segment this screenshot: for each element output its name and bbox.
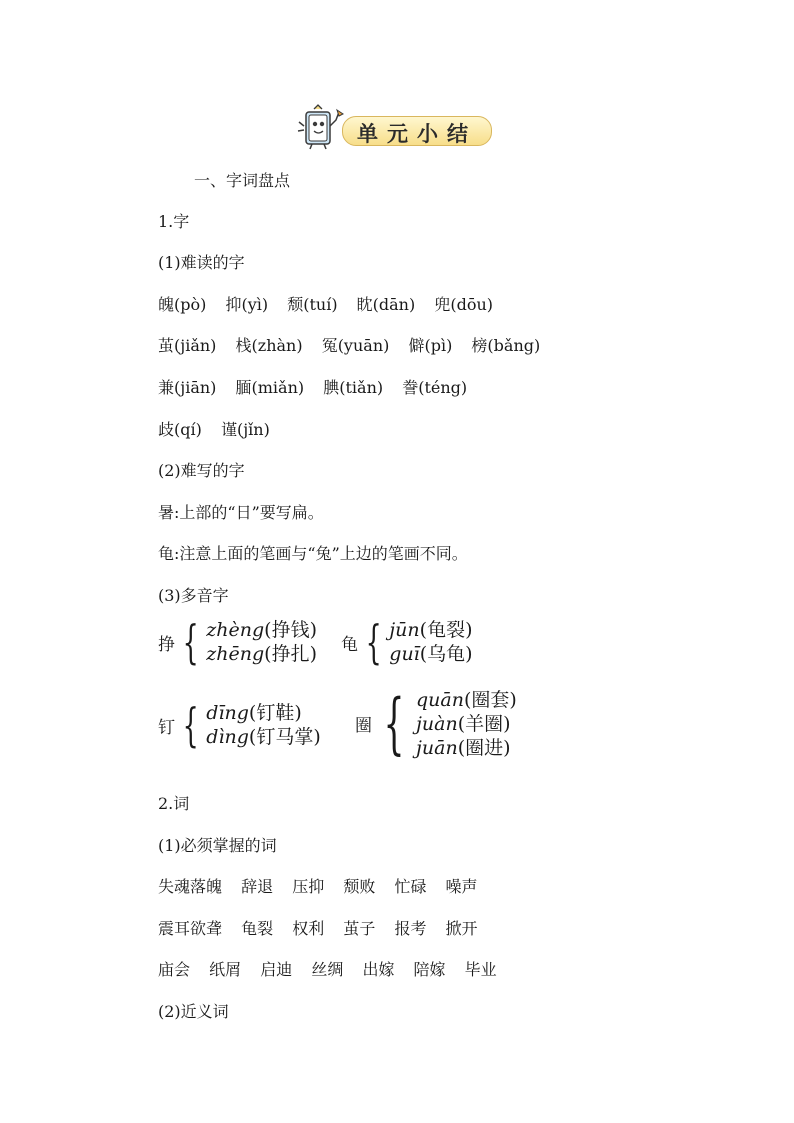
word-item: 丝绸 bbox=[311, 960, 344, 979]
polyphonic-group bbox=[158, 615, 317, 669]
word-item: 启迪 bbox=[260, 960, 293, 979]
words-heading: 2.词 bbox=[158, 794, 190, 813]
banner-ribbon bbox=[342, 116, 492, 146]
word-item: 茧子 bbox=[343, 919, 376, 938]
word-item: 庙会 bbox=[158, 960, 191, 979]
polyphonic-group bbox=[158, 698, 321, 752]
char-item: 茧(jiǎn) bbox=[158, 336, 217, 355]
word-item: 辞退 bbox=[241, 877, 274, 896]
hard-write-item: 暑:上部的“日”要写扁。 bbox=[158, 503, 324, 522]
chars-heading: 1.字 bbox=[158, 212, 190, 231]
brace-symbol: { bbox=[365, 615, 382, 669]
word-item: 颓败 bbox=[343, 877, 376, 896]
char-item: 榜(bǎng) bbox=[471, 336, 541, 355]
hard-read-label: (1)难读的字 bbox=[158, 253, 245, 272]
polyphonic-char: 龟 bbox=[341, 634, 358, 655]
polyphonic-char: 钉 bbox=[158, 717, 175, 738]
reading-row: guī(乌龟) bbox=[389, 643, 473, 665]
word-item: 权利 bbox=[292, 919, 325, 938]
word-item: 毕业 bbox=[464, 960, 497, 979]
polyphonic-char: 圈 bbox=[355, 716, 372, 736]
hard-read-row bbox=[158, 377, 467, 399]
page-title: 单元小结 bbox=[357, 122, 477, 146]
word-item: 陪嫁 bbox=[413, 960, 446, 979]
brace-symbol: { bbox=[182, 698, 199, 752]
word-item: 报考 bbox=[394, 919, 427, 938]
word-item: 纸屑 bbox=[209, 960, 242, 979]
hard-read-row bbox=[158, 419, 270, 441]
hard-read-row bbox=[158, 294, 493, 316]
unit-summary-banner bbox=[296, 104, 501, 150]
char-item: 腆(tiǎn) bbox=[323, 378, 384, 397]
word-item: 压抑 bbox=[292, 877, 325, 896]
hard-write-label: (2)难写的字 bbox=[158, 461, 245, 480]
word-item: 出嫁 bbox=[362, 960, 395, 979]
char-item: 歧(qí) bbox=[158, 420, 202, 439]
word-item: 噪声 bbox=[445, 877, 478, 896]
char-item: 兼(jiān) bbox=[158, 378, 217, 397]
char-item: 冤(yuān) bbox=[321, 336, 390, 355]
brace-symbol: { bbox=[383, 685, 405, 762]
reading-row: juàn(羊圈) bbox=[416, 712, 511, 735]
char-item: 栈(zhàn) bbox=[235, 336, 303, 355]
reading-row: jūn(龟裂) bbox=[389, 619, 473, 641]
reading-row: quān(圈套) bbox=[416, 688, 517, 711]
word-item: 失魂落魄 bbox=[158, 877, 223, 896]
reading-row: zhēng(挣扎) bbox=[206, 643, 317, 665]
polyphonic-group bbox=[341, 615, 473, 669]
book-mascot-icon bbox=[296, 104, 346, 150]
word-item: 震耳欲聋 bbox=[158, 919, 223, 938]
reading-row: juān(圈进) bbox=[416, 736, 511, 759]
word-item: 龟裂 bbox=[241, 919, 274, 938]
char-item: 抑(yì) bbox=[225, 295, 269, 314]
char-item: 颓(tuí) bbox=[287, 295, 338, 314]
reading-row: dìng(钉马掌) bbox=[206, 726, 321, 748]
word-row bbox=[158, 918, 478, 940]
char-item: 眈(dān) bbox=[356, 295, 416, 314]
reading-row: dīng(钉鞋) bbox=[206, 702, 302, 724]
polyphonic-char: 挣 bbox=[158, 634, 175, 655]
char-item: 谨(jǐn) bbox=[220, 420, 270, 439]
must-master-label: (1)必须掌握的词 bbox=[158, 836, 277, 855]
reading-row: zhèng(挣钱) bbox=[206, 619, 317, 641]
synonyms-label: (2)近义词 bbox=[158, 1002, 229, 1021]
word-item: 掀开 bbox=[445, 919, 478, 938]
section-heading: 一、字词盘点 bbox=[194, 171, 291, 190]
hard-write-item: 龟:注意上面的笔画与“兔”上边的笔画不同。 bbox=[158, 544, 468, 563]
char-item: 僻(pì) bbox=[408, 336, 453, 355]
char-item: 魄(pò) bbox=[158, 295, 207, 314]
word-row bbox=[158, 876, 478, 898]
hard-read-row bbox=[158, 335, 540, 357]
char-item: 兜(dōu) bbox=[434, 295, 493, 314]
polyphonic-label: (3)多音字 bbox=[158, 586, 229, 605]
brace-symbol: { bbox=[182, 615, 199, 669]
char-item: 誊(téng) bbox=[402, 378, 468, 397]
polyphonic-group bbox=[355, 685, 517, 762]
word-item: 忙碌 bbox=[394, 877, 427, 896]
char-item: 腼(miǎn) bbox=[235, 378, 305, 397]
word-row bbox=[158, 959, 497, 981]
